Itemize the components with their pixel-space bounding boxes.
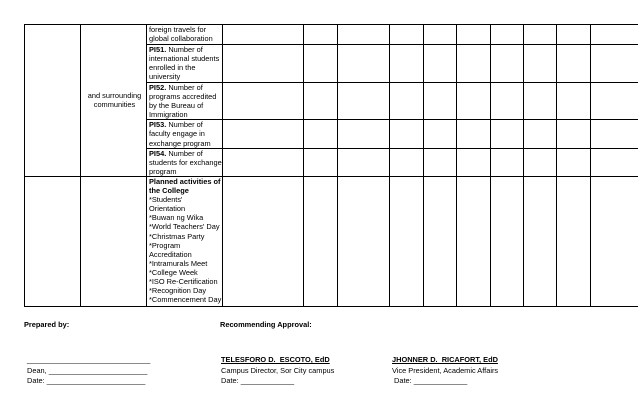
- table-row: [25, 176, 638, 306]
- plan-table: [24, 24, 638, 307]
- signatory2-date: Date: _____________: [392, 376, 468, 385]
- dean-line: Dean, ________________________: [27, 366, 148, 375]
- date-line-left: Date: ________________________: [27, 376, 146, 385]
- table-row: [25, 25, 638, 45]
- recommending-approval-label: Recommending Approval:: [220, 320, 312, 329]
- group-label: and surrounding communities: [81, 25, 147, 177]
- signatory1-name: TELESFORO D. ESCOTO, EdD: [221, 355, 330, 364]
- preparer-signature-line: ______________________________: [27, 355, 151, 364]
- indicator-cell: PI53. Number of faculty engage in exchange program: [147, 120, 223, 148]
- indicator-cell: PI54. Number of students for exchange program: [147, 148, 223, 176]
- indicator-cell: PI52. Number of programs accredited by the Bureau of Immigration: [147, 83, 223, 120]
- signatory1-title: Campus Director, Sor City campus: [221, 366, 335, 375]
- planned-activities-cell: Planned activities of the College *Students' Orientation *Buwan ng Wika *World Teachers' Day *Christmas Party *Program Accreditation *Intramurals Meet *College Week *ISO Re-Certification *Recognition Day *Commencement Day: [147, 176, 223, 306]
- prepared-by-label: Prepared by:: [24, 320, 70, 329]
- signatory2-name: JHONNER D. RICAFORT, EdD: [392, 355, 498, 364]
- indicator-cell: foreign travels for global collaboration: [147, 25, 223, 45]
- signatory1-date: Date: _____________: [221, 376, 295, 385]
- signatory2-title: Vice President, Academic Affairs: [392, 366, 499, 375]
- indicator-cell: PI51. Number of international students enrolled in the university: [147, 45, 223, 83]
